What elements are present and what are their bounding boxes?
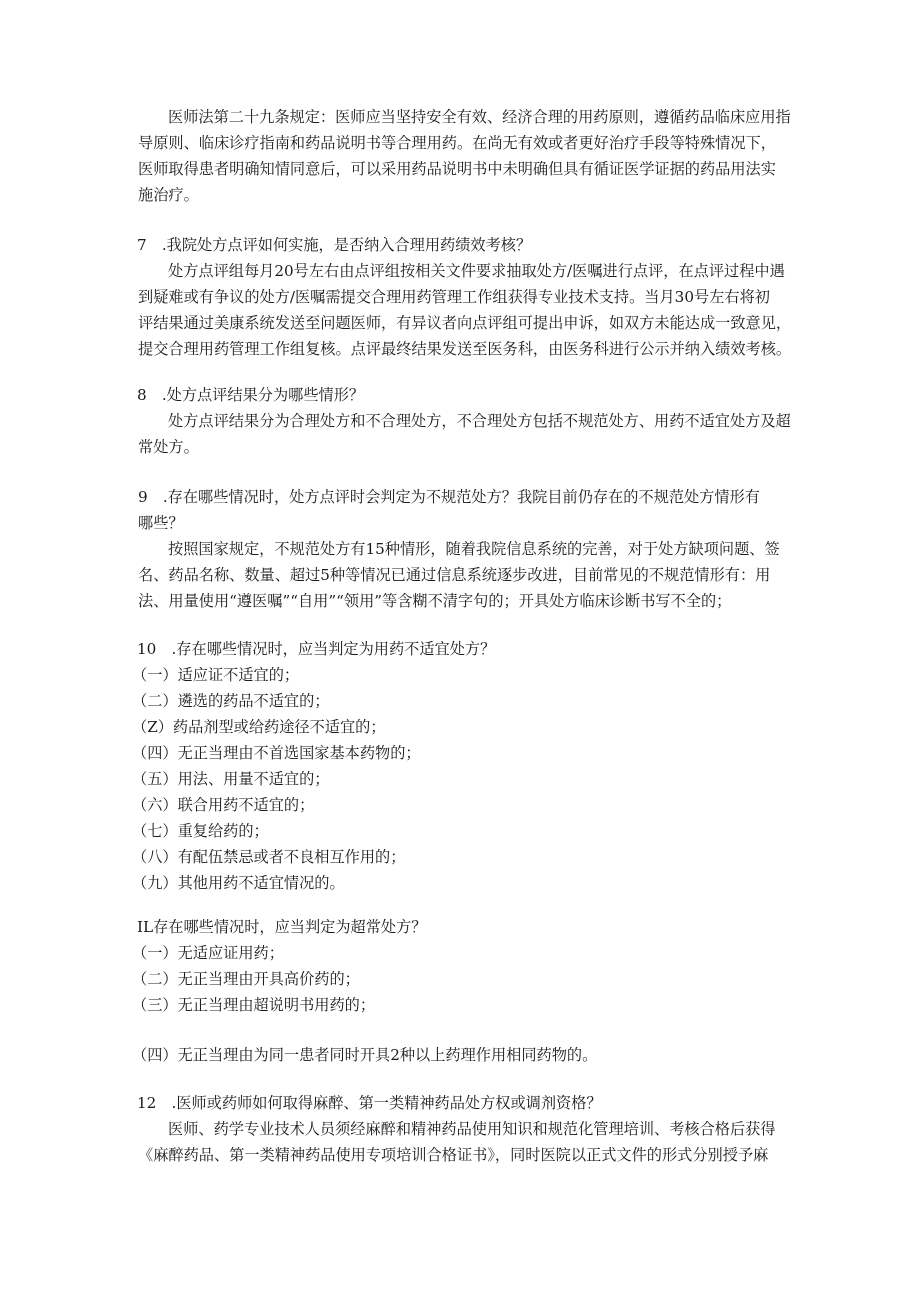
list-item: （一）适应证不适宜的； xyxy=(132,666,300,684)
text-line: 常处方。 xyxy=(138,438,199,456)
question-7-title: 7 .我院处方点评如何实施，是否纳入合理用药绩效考核？ xyxy=(137,236,532,254)
list-item: （二）遴选的药品不适宜的； xyxy=(132,692,330,710)
text-line: 评结果通过美康系统发送至问题医师，有异议者向点评组可提出申诉，如双方未能达成一致意见， xyxy=(138,314,792,332)
question-8-title: 8 .处方点评结果分为哪些情形？ xyxy=(137,386,365,404)
question-12-title: 12 .医师或药师如何取得麻醉、第一类精神药品处方权或调剂资格？ xyxy=(137,1094,602,1112)
text-line: 《麻醉药品、第一类精神药品使用专项培训合格证书》，同时医院以正式文件的形式分别授予麻 xyxy=(138,1146,769,1164)
text-line: 医师、药学专业技术人员须经麻醉和精神药品使用知识和规范化管理培训、考核合格后获得 xyxy=(168,1120,776,1138)
question-11-title: IL存在哪些情况时，应当判定为超常处方？ xyxy=(137,918,427,936)
text-line: 法、用量使用“遵医嘱”“自用”“领用”等含糊不清字句的；开具处方临床诊断书写不全的； xyxy=(138,592,732,610)
list-item: （八）有配伍禁忌或者不良相互作用的； xyxy=(132,848,406,866)
question-9-title xyxy=(138,484,788,536)
list-item: （七）重复给药的； xyxy=(132,822,269,840)
text-line: 施治疗。 xyxy=(138,186,199,204)
intro-paragraph xyxy=(138,104,791,208)
question-9-answer xyxy=(138,536,788,614)
question-12-answer xyxy=(138,1116,788,1168)
list-item: （一）无适应证用药； xyxy=(132,944,284,962)
list-item: （六）联合用药不适宜的； xyxy=(132,796,315,814)
text-line: 导原则、临床诊疗指南和药品说明书等合理用药。在尚无有效或者更好治疗手段等特殊情况下， xyxy=(138,134,776,152)
list-item: （Z）药品剂型或给药途径不适宜的； xyxy=(132,718,386,736)
text-line: 9 .存在哪些情况时，处方点评时会判定为不规范处方？我院目前仍存在的不规范处方情形有 xyxy=(138,488,760,506)
list-item: （五）用法、用量不适宜的； xyxy=(132,770,330,788)
text-line: 到疑难或有争议的处方/医嘱需提交合理用药管理工作组获得专业技术支持。当月30号左右将初 xyxy=(138,288,770,306)
list-item: （三）无正当理由超说明书用药的； xyxy=(132,996,375,1014)
text-line: 名、药品名称、数量、超过5种等情况已通过信息系统逐步改进，目前常见的不规范情形有：用 xyxy=(138,566,771,584)
question-10-title: 10 .存在哪些情况时，应当判定为用药不适宜处方？ xyxy=(137,640,496,658)
list-item: （四）无正当理由不首选国家基本药物的； xyxy=(132,744,421,762)
question-8-answer xyxy=(138,408,791,460)
text-line: 处方点评结果分为合理处方和不合理处方，不合理处方包括不规范处方、用药不适宜处方及超 xyxy=(168,412,791,430)
text-line: 按照国家规定，不规范处方有15种情形，随着我院信息系统的完善，对于处方缺项问题、签 xyxy=(168,540,780,558)
list-item: （九）其他用药不适宜情况的。 xyxy=(132,874,345,892)
text-line: 提交合理用药管理工作组复核。点评最终结果发送至医务科，由医务科进行公示并纳入绩效考核。 xyxy=(138,340,792,358)
text-line: 处方点评组每月20号左右由点评组按相关文件要求抽取处方/医嘱进行点评，在点评过程中遇 xyxy=(168,262,785,280)
text-line: 哪些？ xyxy=(138,514,184,532)
text-line: 医师法第二十九条规定：医师应当坚持安全有效、经济合理的用药原则，遵循药品临床应用指 xyxy=(168,108,791,126)
text-line: 医师取得患者明确知情同意后，可以采用药品说明书中未明确但具有循证医学证据的药品用法实 xyxy=(138,160,776,178)
question-7-answer xyxy=(138,258,792,362)
list-item: （二）无正当理由开具高价药的； xyxy=(132,970,360,988)
list-item: （四）无正当理由为同一患者同时开具2种以上药理作用相同药物的。 xyxy=(132,1046,598,1064)
